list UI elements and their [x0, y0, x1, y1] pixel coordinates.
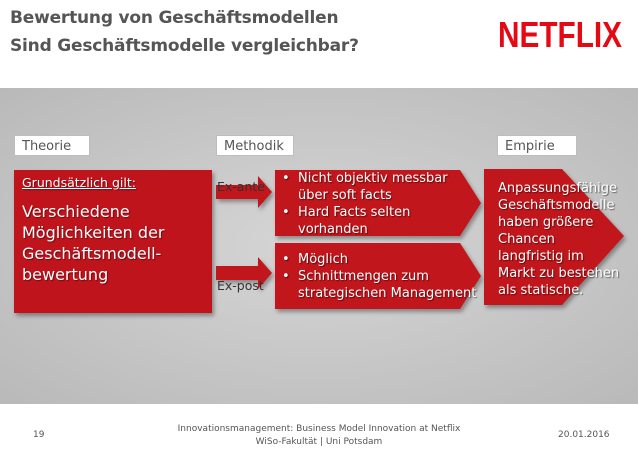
tag-methodik: Methodik [216, 135, 294, 156]
theory-line: Verschiedene [22, 202, 130, 221]
slide-title-line-1: Bewertung von Geschäftsmodellen [10, 8, 339, 28]
theory-line: Geschäftsmodell- [22, 244, 162, 263]
tag-empirie: Empirie [497, 135, 577, 156]
theory-line: bewertung [22, 265, 109, 284]
page-number: 19 [33, 430, 45, 440]
bullet-icon: • [282, 205, 290, 220]
list-item: • Möglich [282, 252, 349, 267]
bullet-icon: • [282, 269, 290, 284]
footer-date: 20.01.2016 [558, 430, 610, 440]
theory-intro: Grundsätzlich gilt: [22, 175, 136, 190]
ex-post-bullets [282, 251, 476, 302]
netflix-logo-text: NETFLIX [498, 14, 622, 55]
tag-theorie: Theorie [14, 135, 90, 156]
label-ex-ante: Ex-ante [217, 179, 265, 194]
footer-line-1: Innovationsmanagement: Business Model Innovation at Netflix [177, 424, 461, 434]
list-item: • Nicht objektiv messbar über soft facts [282, 171, 448, 203]
slide-title-line-2: Sind Geschäftsmodelle vergleichbar? [10, 36, 359, 56]
bullet-icon: • [282, 171, 290, 186]
theory-line: Möglichkeiten der [22, 223, 165, 242]
conclusion-text: Anpassungsfähige Geschäftsmodelle haben größere Chancen langfristig im Markt zu bestehen als statische. [498, 181, 620, 298]
list-item: • Hard Facts selten vorhanden [282, 205, 411, 237]
ex-ante-bullets [282, 170, 448, 238]
bullet-icon: • [282, 252, 290, 267]
list-item: • Schnittmengen zum strategischen Management [282, 269, 477, 301]
label-ex-post: Ex-post [217, 278, 264, 293]
footer-line-2: WiSo-Fakultät | Uni Potsdam [255, 437, 383, 447]
